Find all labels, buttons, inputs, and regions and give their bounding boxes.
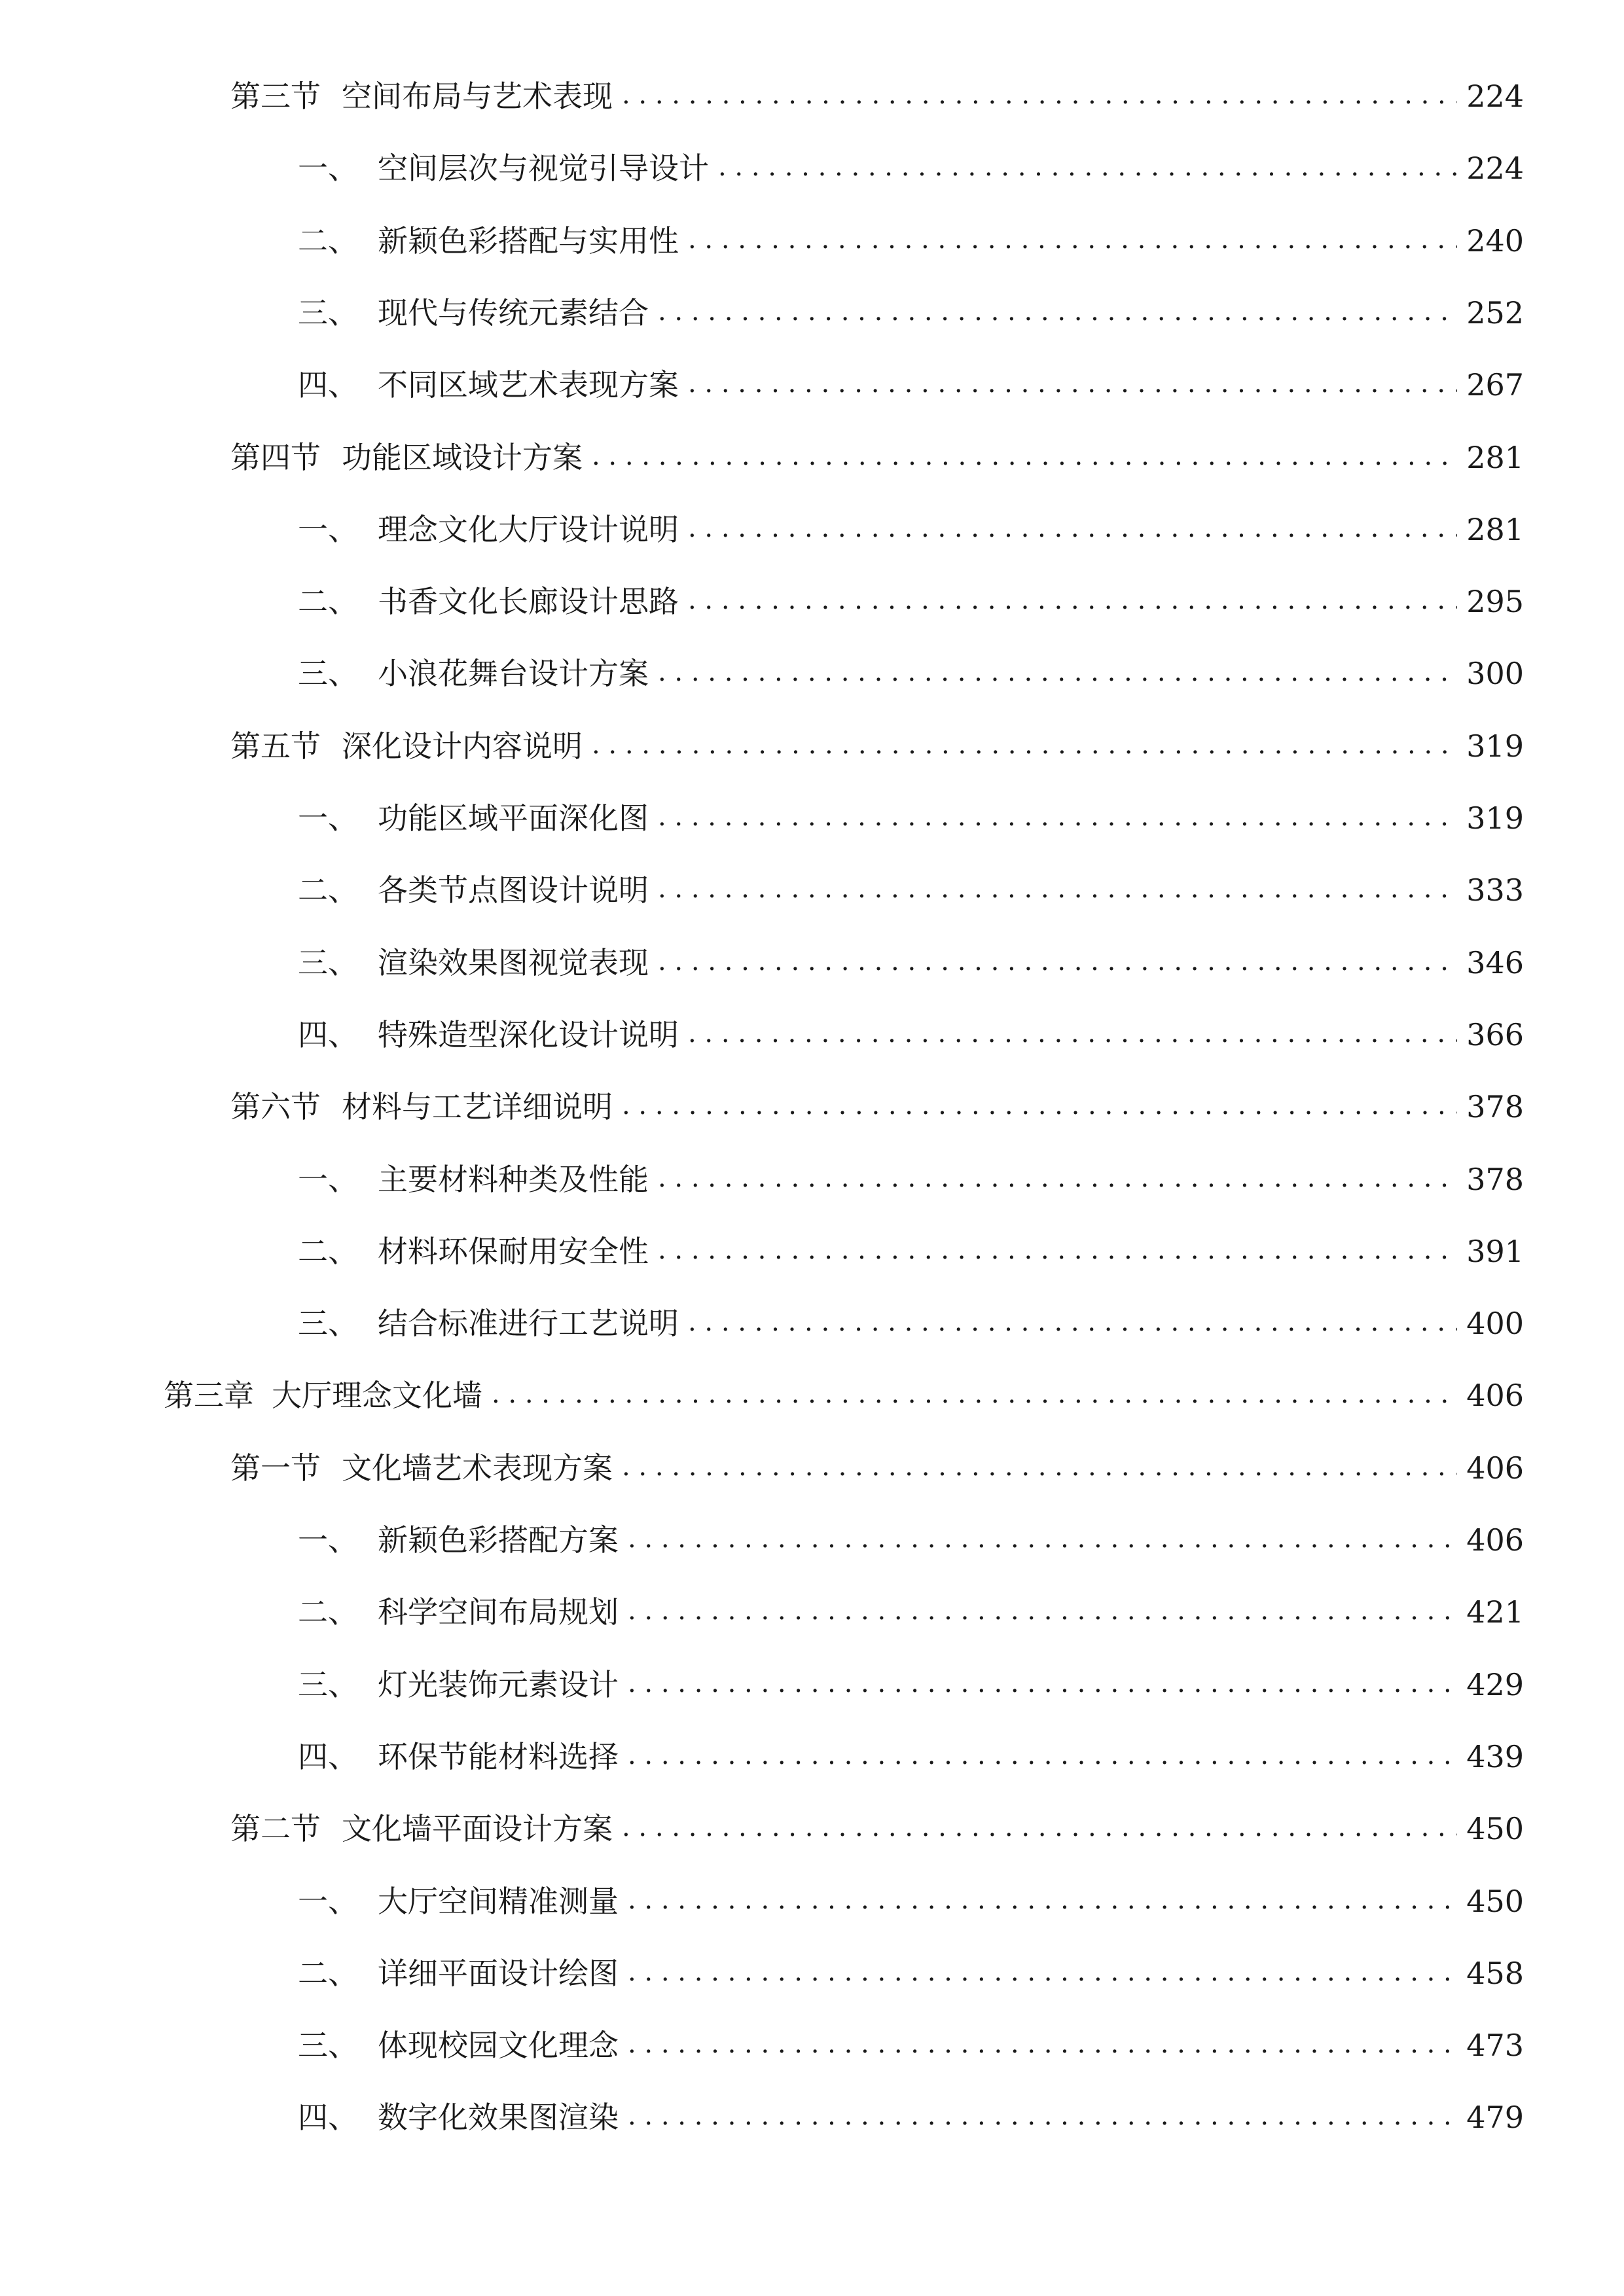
dot-leader bbox=[628, 1660, 1457, 1706]
dot-leader bbox=[688, 1011, 1457, 1056]
toc-entry-page-number: 333 bbox=[1466, 872, 1524, 908]
toc-entry-item[interactable] bbox=[298, 218, 1524, 264]
dot-leader bbox=[592, 722, 1457, 768]
dot-leader bbox=[658, 866, 1457, 912]
toc-entry-item[interactable] bbox=[298, 1012, 1524, 1058]
toc-entry-number: 三、 bbox=[298, 944, 358, 980]
toc-entry-title: 特殊造型深化设计说明 bbox=[378, 1016, 679, 1052]
toc-entry-section[interactable] bbox=[230, 73, 1524, 119]
toc-entry-page-number: 429 bbox=[1466, 1666, 1524, 1702]
toc-entry-number: 四、 bbox=[298, 1016, 358, 1052]
toc-entry-number: 四、 bbox=[298, 2100, 358, 2136]
toc-entry-number: 第六节 bbox=[230, 1089, 321, 1125]
toc-entry-page-number: 406 bbox=[1466, 1522, 1524, 1558]
toc-entry-item[interactable] bbox=[298, 940, 1524, 986]
toc-entry-page-number: 267 bbox=[1466, 367, 1524, 403]
toc-entry-page-number: 406 bbox=[1466, 1378, 1524, 1414]
toc-entry-chapter[interactable] bbox=[164, 1372, 1524, 1418]
toc-entry-section[interactable] bbox=[230, 1084, 1524, 1130]
dot-leader bbox=[628, 1588, 1457, 1634]
toc-entry-page-number: 421 bbox=[1466, 1594, 1524, 1630]
toc-entry-number: 第三节 bbox=[230, 79, 321, 114]
toc-entry-item[interactable] bbox=[298, 507, 1524, 552]
toc-entry-page-number: 295 bbox=[1466, 584, 1524, 620]
toc-entry-number: 一、 bbox=[298, 800, 358, 836]
toc-entry-item[interactable] bbox=[298, 145, 1524, 191]
toc-entry-page-number: 378 bbox=[1466, 1089, 1524, 1125]
toc-entry-number: 三、 bbox=[298, 656, 358, 692]
toc-entry-title: 材料与工艺详细说明 bbox=[342, 1089, 613, 1125]
toc-entry-item[interactable] bbox=[298, 362, 1524, 408]
toc-entry-item[interactable] bbox=[298, 2094, 1524, 2140]
toc-entry-item[interactable] bbox=[298, 1229, 1524, 1274]
toc-entry-title: 各类节点图设计说明 bbox=[378, 872, 649, 908]
toc-entry-number: 二、 bbox=[298, 872, 358, 908]
toc-entry-number: 四、 bbox=[298, 367, 358, 403]
dot-leader bbox=[592, 433, 1457, 479]
dot-leader bbox=[628, 2021, 1457, 2067]
toc-entry-section[interactable] bbox=[230, 435, 1524, 480]
dot-leader bbox=[688, 1299, 1457, 1345]
toc-entry-page-number: 473 bbox=[1466, 2028, 1524, 2064]
toc-entry-title: 文化墙艺术表现方案 bbox=[342, 1450, 613, 1486]
toc-entry-title: 大厅理念文化墙 bbox=[272, 1378, 482, 1414]
toc-entry-item[interactable] bbox=[298, 290, 1524, 336]
toc-entry-number: 三、 bbox=[298, 295, 358, 331]
toc-entry-item[interactable] bbox=[298, 1157, 1524, 1202]
toc-entry-number: 二、 bbox=[298, 1594, 358, 1630]
toc-entry-title: 文化墙平面设计方案 bbox=[342, 1811, 613, 1847]
toc-entry-title: 详细平面设计绘图 bbox=[378, 1955, 619, 1991]
toc-entry-item[interactable] bbox=[298, 1734, 1524, 1780]
toc-entry-page-number: 281 bbox=[1466, 439, 1524, 475]
toc-entry-number: 第四节 bbox=[230, 439, 321, 475]
toc-entry-number: 二、 bbox=[298, 223, 358, 259]
toc-entry-number: 一、 bbox=[298, 1883, 358, 1919]
dot-leader bbox=[628, 1516, 1457, 1562]
dot-leader bbox=[658, 794, 1457, 840]
toc-entry-page-number: 319 bbox=[1466, 728, 1524, 764]
toc-entry-number: 一、 bbox=[298, 511, 358, 547]
toc-entry-page-number: 346 bbox=[1466, 944, 1524, 980]
toc-entry-title: 现代与传统元素结合 bbox=[378, 295, 649, 331]
dot-leader bbox=[628, 1949, 1457, 1995]
toc-entry-number: 第二节 bbox=[230, 1811, 321, 1847]
toc-entry-page-number: 252 bbox=[1466, 295, 1524, 331]
dot-leader bbox=[628, 1877, 1457, 1923]
dot-leader bbox=[622, 1804, 1457, 1850]
dot-leader bbox=[658, 1227, 1457, 1273]
toc-entry-title: 功能区域平面深化图 bbox=[378, 800, 649, 836]
toc-entry-title: 理念文化大厅设计说明 bbox=[378, 511, 679, 547]
toc-entry-page-number: 458 bbox=[1466, 1955, 1524, 1991]
toc-entry-number: 第三章 bbox=[164, 1378, 254, 1414]
toc-entry-item[interactable] bbox=[298, 867, 1524, 913]
toc-entry-item[interactable] bbox=[298, 2022, 1524, 2068]
toc-entry-item[interactable] bbox=[298, 795, 1524, 841]
toc-entry-title: 书香文化长廊设计思路 bbox=[378, 584, 679, 620]
toc-entry-page-number: 439 bbox=[1466, 1738, 1524, 1774]
toc-entry-title: 渲染效果图视觉表现 bbox=[378, 944, 649, 980]
toc-entry-number: 二、 bbox=[298, 584, 358, 620]
toc-entry-title: 环保节能材料选择 bbox=[378, 1738, 619, 1774]
toc-entry-number: 三、 bbox=[298, 1306, 358, 1342]
toc-entry-page-number: 240 bbox=[1466, 223, 1524, 259]
dot-leader bbox=[628, 2093, 1457, 2139]
toc-entry-title: 大厅空间精准测量 bbox=[378, 1883, 619, 1919]
toc-entry-item[interactable] bbox=[298, 1589, 1524, 1635]
toc-entry-section[interactable] bbox=[230, 1806, 1524, 1852]
toc-entry-page-number: 400 bbox=[1466, 1306, 1524, 1342]
toc-entry-item[interactable] bbox=[298, 1517, 1524, 1563]
dot-leader bbox=[628, 1732, 1457, 1778]
toc-entry-item[interactable] bbox=[298, 579, 1524, 624]
toc-entry-title: 小浪花舞台设计方案 bbox=[378, 656, 649, 692]
dot-leader bbox=[718, 144, 1457, 190]
toc-entry-page-number: 281 bbox=[1466, 511, 1524, 547]
toc-entry-section[interactable] bbox=[230, 723, 1524, 769]
toc-entry-number: 一、 bbox=[298, 151, 358, 187]
toc-entry-item[interactable] bbox=[298, 1300, 1524, 1346]
toc-entry-title: 新颖色彩搭配与实用性 bbox=[378, 223, 679, 259]
toc-entry-title: 功能区域设计方案 bbox=[342, 439, 583, 475]
dot-leader bbox=[658, 939, 1457, 984]
toc-entry-page-number: 406 bbox=[1466, 1450, 1524, 1486]
toc-entry-number: 二、 bbox=[298, 1955, 358, 1991]
toc-entry-title: 空间布局与艺术表现 bbox=[342, 79, 613, 114]
dot-leader bbox=[688, 577, 1457, 623]
dot-leader bbox=[622, 1083, 1457, 1128]
toc-entry-section[interactable] bbox=[230, 1445, 1524, 1491]
toc-entry-title: 材料环保耐用安全性 bbox=[378, 1233, 649, 1269]
toc-entry-number: 三、 bbox=[298, 2028, 358, 2064]
toc-entry-number: 第五节 bbox=[230, 728, 321, 764]
toc-entry-item[interactable] bbox=[298, 1950, 1524, 1996]
dot-leader bbox=[688, 505, 1457, 551]
dot-leader bbox=[658, 1155, 1457, 1201]
toc-entry-title: 结合标准进行工艺说明 bbox=[378, 1306, 679, 1342]
toc-entry-page-number: 479 bbox=[1466, 2100, 1524, 2136]
dot-leader bbox=[622, 72, 1457, 118]
toc-entry-title: 体现校园文化理念 bbox=[378, 2028, 619, 2064]
toc-entry-number: 一、 bbox=[298, 1161, 358, 1197]
toc-entry-item[interactable] bbox=[298, 1662, 1524, 1708]
toc-entry-number: 三、 bbox=[298, 1666, 358, 1702]
toc-entry-title: 深化设计内容说明 bbox=[342, 728, 583, 764]
toc-entry-title: 新颖色彩搭配方案 bbox=[378, 1522, 619, 1558]
toc-entry-number: 第一节 bbox=[230, 1450, 321, 1486]
toc-entry-page-number: 378 bbox=[1466, 1161, 1524, 1197]
toc-entry-page-number: 319 bbox=[1466, 800, 1524, 836]
toc-entry-number: 四、 bbox=[298, 1738, 358, 1774]
toc-entry-title: 灯光装饰元素设计 bbox=[378, 1666, 619, 1702]
toc-entry-item[interactable] bbox=[298, 1878, 1524, 1924]
toc-entry-number: 一、 bbox=[298, 1522, 358, 1558]
dot-leader bbox=[658, 289, 1457, 334]
toc-entry-item[interactable] bbox=[298, 651, 1524, 696]
toc-entry-title: 不同区域艺术表现方案 bbox=[378, 367, 679, 403]
toc-entry-page-number: 450 bbox=[1466, 1811, 1524, 1847]
dot-leader bbox=[622, 1444, 1457, 1490]
toc-entry-number: 二、 bbox=[298, 1233, 358, 1269]
toc-entry-page-number: 300 bbox=[1466, 656, 1524, 692]
dot-leader bbox=[688, 217, 1457, 262]
dot-leader bbox=[492, 1371, 1457, 1417]
toc-entry-page-number: 366 bbox=[1466, 1016, 1524, 1052]
toc-entry-page-number: 391 bbox=[1466, 1233, 1524, 1269]
toc-entry-page-number: 224 bbox=[1466, 151, 1524, 187]
toc-entry-title: 空间层次与视觉引导设计 bbox=[378, 151, 709, 187]
dot-leader bbox=[688, 361, 1457, 406]
toc-entry-title: 主要材料种类及性能 bbox=[378, 1161, 649, 1197]
dot-leader bbox=[658, 649, 1457, 695]
toc-entry-title: 数字化效果图渲染 bbox=[378, 2100, 619, 2136]
toc-entry-title: 科学空间布局规划 bbox=[378, 1594, 619, 1630]
toc-entry-page-number: 224 bbox=[1466, 79, 1524, 114]
toc-entry-page-number: 450 bbox=[1466, 1883, 1524, 1919]
